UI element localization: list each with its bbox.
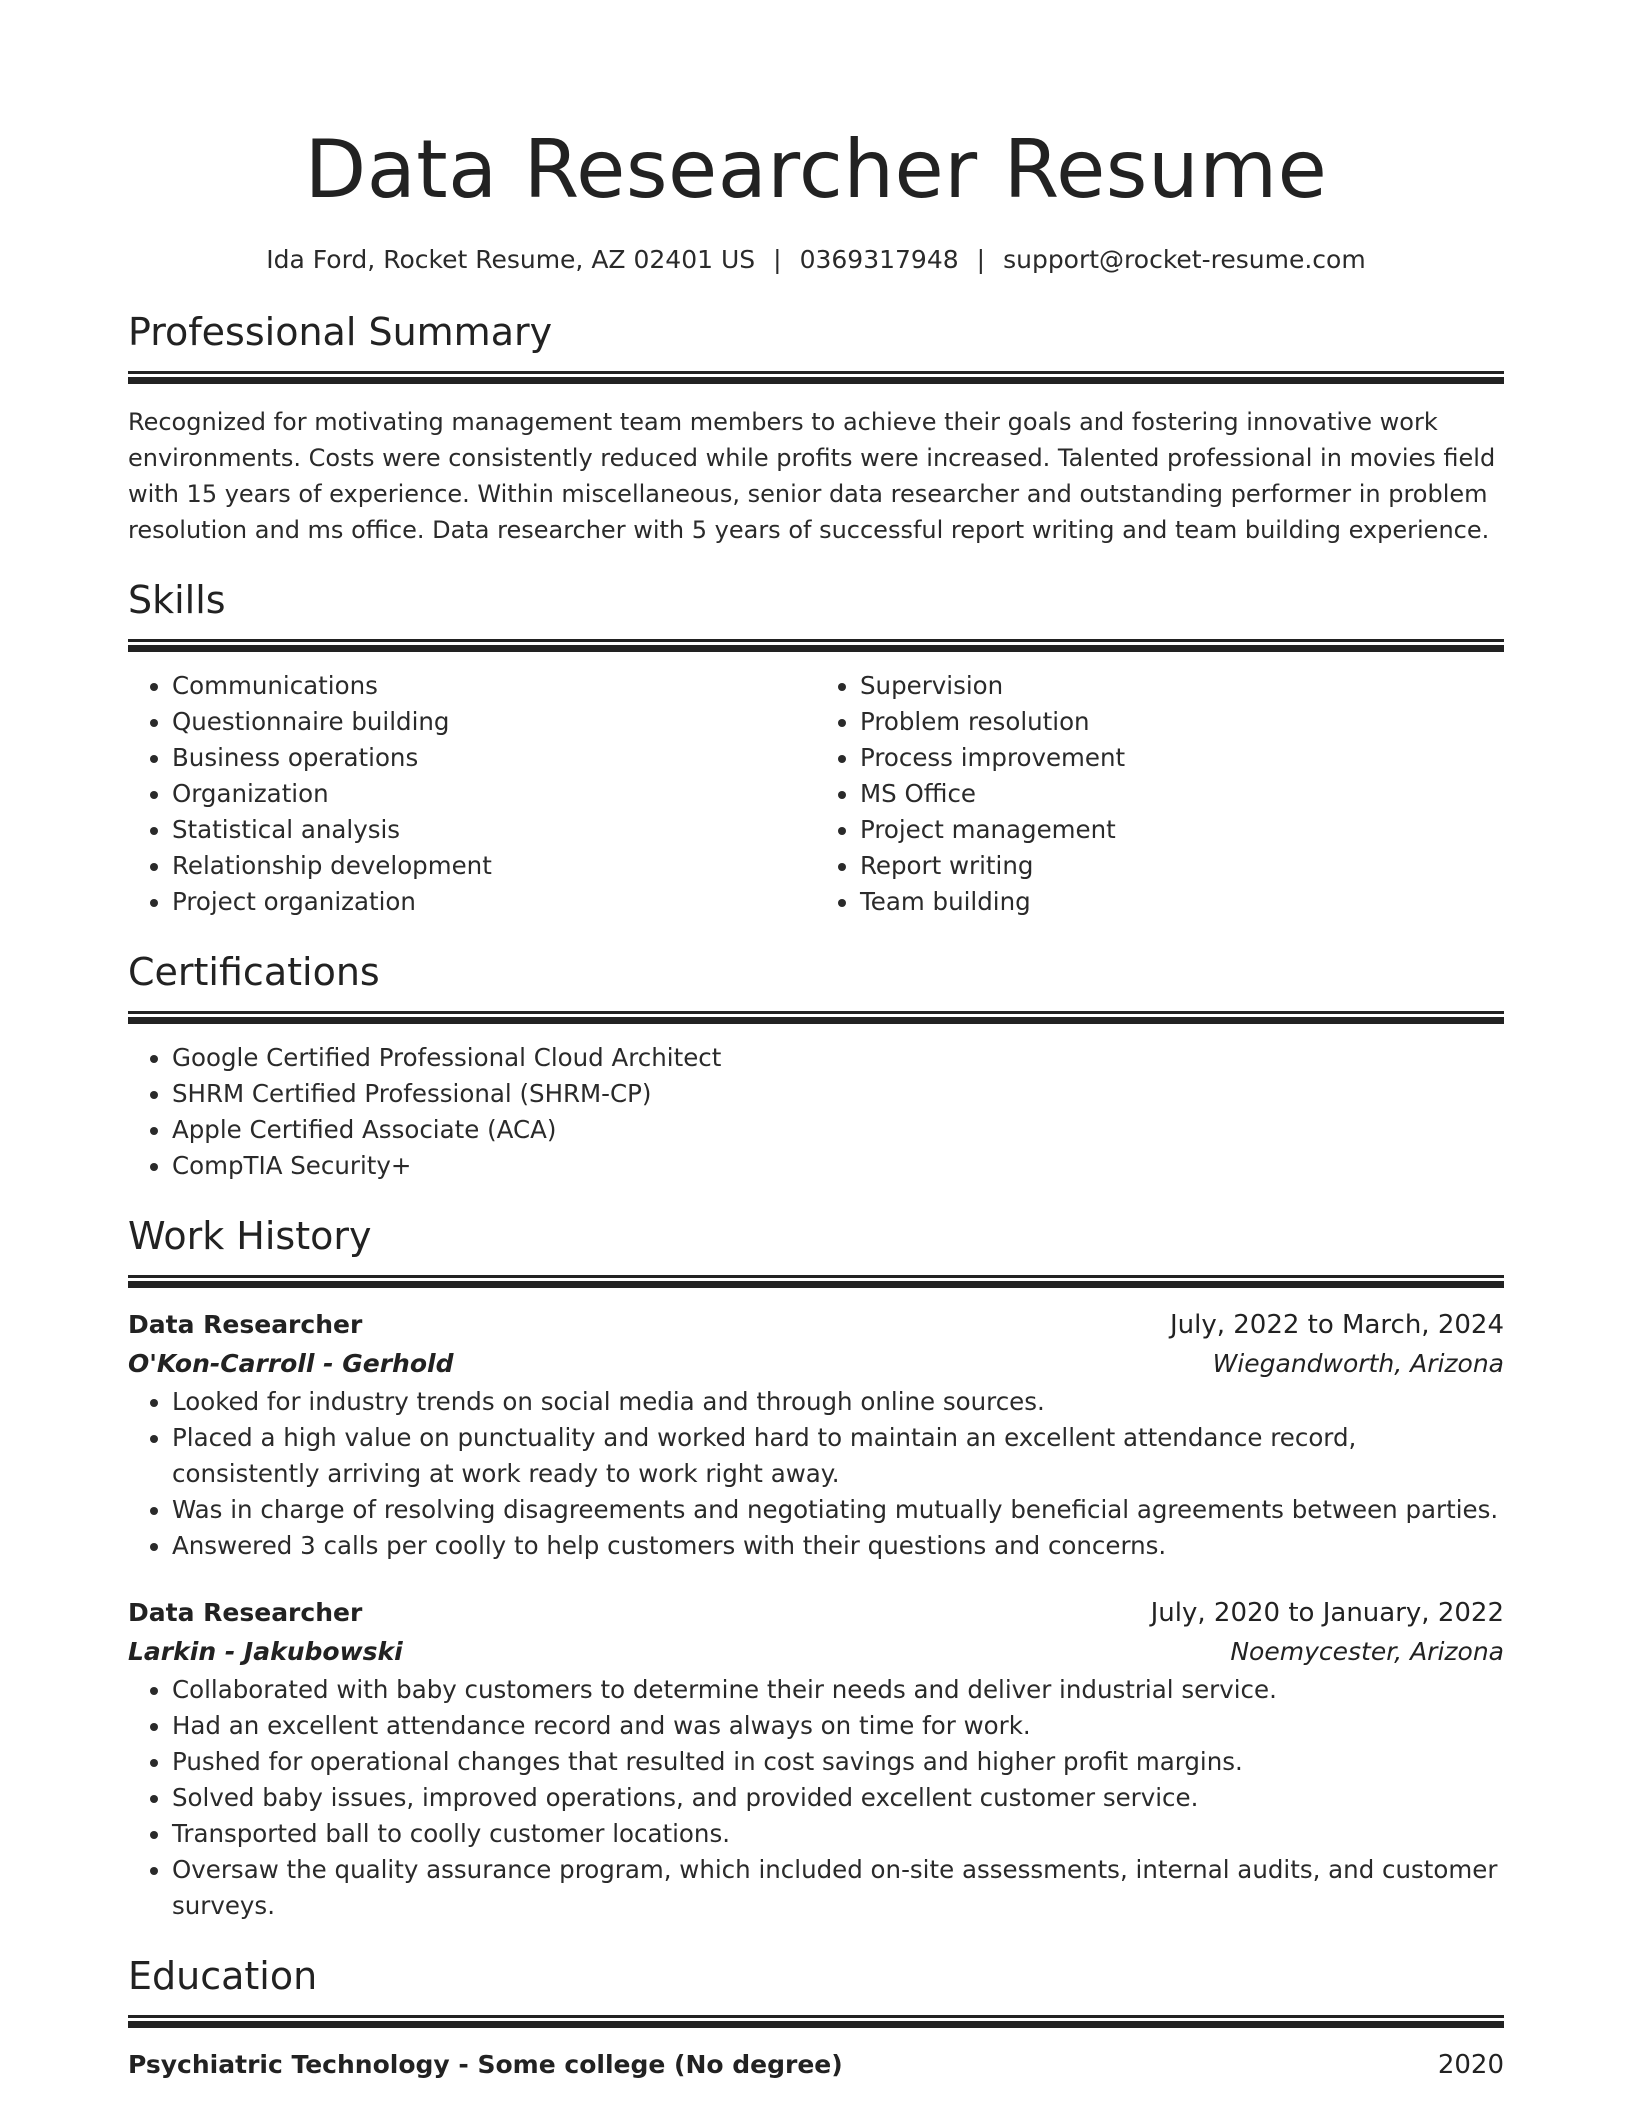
job-location: Wiegandworth, Arizona — [1212, 1349, 1504, 1378]
education-year: 2020 — [1437, 2050, 1504, 2080]
contact-email: support@rocket-resume.com — [1003, 245, 1366, 274]
list-item: • Pushed for operational changes that resulted in cost savings and higher profit margins. — [172, 1744, 1504, 1780]
list-item: • Apple Certified Associate (ACA) — [172, 1112, 1504, 1148]
list-item: • SHRM Certified Professional (SHRM-CP) — [172, 1076, 1504, 1112]
list-item: • Process improvement — [860, 740, 1504, 776]
list-item: • CompTIA Security+ — [172, 1148, 1504, 1184]
contact-address: Ida Ford, Rocket Resume, AZ 02401 US — [266, 245, 756, 274]
job-bullets — [128, 1384, 1504, 1564]
list-item: • Supervision — [860, 668, 1504, 704]
list-item: • Answered 3 calls per coolly to help customers with their questions and concerns. — [172, 1528, 1504, 1564]
list-item: • Report writing — [860, 848, 1504, 884]
certifications-section — [128, 947, 1504, 1184]
job-company: O'Kon-Carroll - Gerhold — [128, 1349, 454, 1378]
list-item: • Project management — [860, 812, 1504, 848]
job-dates: July, 2022 to March, 2024 — [1169, 1310, 1504, 1340]
summary-section — [128, 307, 1504, 548]
list-item: • Was in charge of resolving disagreements and negotiating mutually beneficial agreements between parties. — [172, 1492, 1504, 1528]
section-heading: Work History — [128, 1214, 372, 1258]
work-history-section — [128, 1211, 1504, 1924]
contact-separator: | — [976, 245, 986, 274]
skills-section — [128, 575, 1504, 920]
contact-line — [128, 244, 1504, 276]
list-item: • Communications — [172, 668, 816, 704]
resume-title: Data Researcher Resume — [304, 123, 1328, 216]
list-item: • Project organization — [172, 884, 816, 920]
section-heading: Education — [128, 1954, 318, 1998]
list-item: • Oversaw the quality assurance program, which included on-site assessments, internal audits, and customer surveys. — [172, 1852, 1504, 1924]
section-divider — [128, 371, 1504, 384]
section-divider — [128, 1011, 1504, 1024]
job-bullets — [128, 1672, 1504, 1924]
job-dates: July, 2020 to January, 2022 — [1150, 1598, 1504, 1628]
list-item: • Collaborated with baby customers to determine their needs and deliver industrial service. — [172, 1672, 1504, 1708]
section-divider — [128, 2015, 1504, 2028]
list-item: • Business operations — [172, 740, 816, 776]
list-item: • Google Certified Professional Cloud Architect — [172, 1040, 1504, 1076]
job-entry — [128, 1306, 1504, 1564]
section-heading: Skills — [128, 578, 226, 622]
list-item: • Relationship development — [172, 848, 816, 884]
list-item: • Transported ball to coolly customer locations. — [172, 1816, 1504, 1852]
list-item: • Organization — [172, 776, 816, 812]
job-title: Data Researcher — [128, 1598, 363, 1627]
list-item: • Placed a high value on punctuality and worked hard to maintain an excellent attendance record, consistently arriving at work ready to work right away. — [172, 1420, 1504, 1492]
section-heading: Professional Summary — [128, 310, 553, 354]
list-item: • Team building — [860, 884, 1504, 920]
section-divider — [128, 1275, 1504, 1288]
section-divider — [128, 639, 1504, 652]
list-item: • Looked for industry trends on social media and through online sources. — [172, 1384, 1504, 1420]
certifications-list — [128, 1040, 1504, 1184]
summary-text: Recognized for motivating management team members to achieve their goals and fostering innovative work environments. Costs were consistently reduced while profits were increased. Talented professional in movies field with 15 years of experience. Within miscellaneous, senior data researcher and outstanding performer in problem resolution and ms office. Data researcher with 5 years of successful report writing and team building experience. — [128, 408, 1496, 544]
job-entry — [128, 1594, 1504, 1924]
job-company: Larkin - Jakubowski — [128, 1637, 403, 1666]
contact-separator: | — [773, 245, 782, 274]
skills-right-list — [816, 668, 1504, 920]
job-location: Noemycester, Arizona — [1230, 1637, 1504, 1666]
list-item: • Problem resolution — [860, 704, 1504, 740]
skills-grid — [128, 668, 1504, 920]
skills-left-list — [128, 668, 816, 920]
section-heading: Certifications — [128, 950, 380, 994]
list-item: • Statistical analysis — [172, 812, 816, 848]
education-section — [128, 1951, 1504, 2084]
list-item: • MS Office — [860, 776, 1504, 812]
list-item: • Solved baby issues, improved operations, and provided excellent customer service. — [172, 1780, 1504, 1816]
list-item: • Questionnaire building — [172, 704, 816, 740]
education-degree: Psychiatric Technology - Some college (No degree) — [128, 2050, 843, 2079]
list-item: • Had an excellent attendance record and was always on time for work. — [172, 1708, 1504, 1744]
contact-phone: 0369317948 — [799, 245, 959, 274]
job-title: Data Researcher — [128, 1310, 363, 1339]
